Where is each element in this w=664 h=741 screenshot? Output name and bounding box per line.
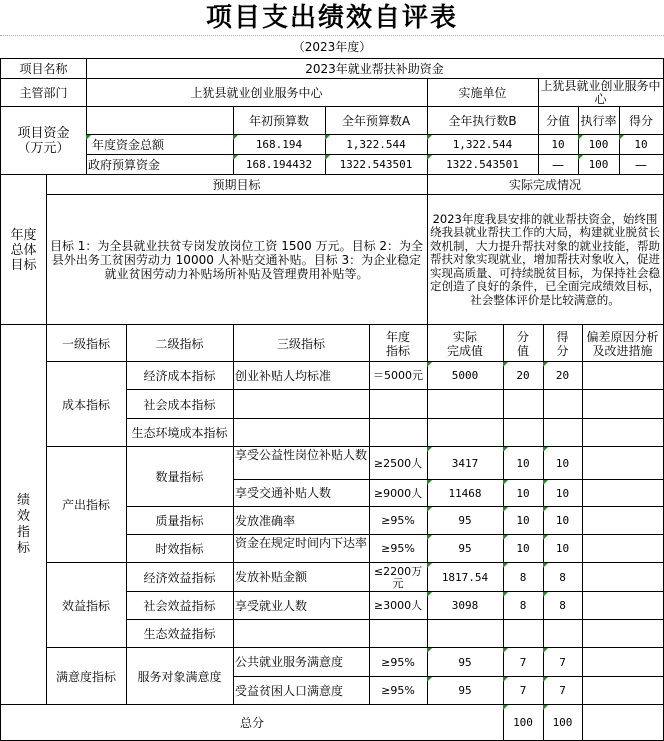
level3-indicator: 享受就业人数 — [233, 591, 370, 620]
annual-target: ≥95% — [369, 647, 428, 677]
deviation-analysis — [582, 479, 664, 507]
indicators-section-label: 绩 效 指 标 — [0, 324, 47, 705]
funds-header-score-value: 分值 — [538, 106, 579, 135]
score-value: 10 — [503, 446, 544, 480]
level2-item: 质量指标 — [126, 506, 234, 535]
project-name-value: 2023年就业帮扶补助资金 — [86, 58, 664, 79]
impl-label: 实施单位 — [427, 78, 539, 107]
level2-item: 服务对象满意度 — [126, 647, 234, 705]
level2-item: 社会效益指标 — [126, 591, 234, 620]
goals-label: 年度 总体 目标 — [0, 174, 47, 325]
funds-header-budget: 全年预算数A — [325, 106, 428, 135]
deviation-analysis — [582, 619, 664, 648]
header-score: 得 分 — [543, 324, 583, 362]
actual-value — [427, 389, 504, 419]
actual-value: 3098 — [427, 591, 504, 620]
score-value: 10 — [503, 534, 544, 563]
level2-item: 生态效益指标 — [126, 619, 234, 648]
header-deviation: 偏差原因分析 及改进措施 — [582, 324, 664, 362]
score-value: 7 — [503, 647, 544, 677]
deviation-analysis — [582, 534, 664, 563]
dept-label: 主管部门 — [0, 78, 87, 107]
level3-indicator: 发放补贴金额 — [233, 562, 370, 592]
expected-goal-text: 目标 1：为全县就业扶贫专岗发放岗位工资 1500 万元。目标 2：为全县外出务工贫困劳动力 10000 人补贴交通补贴。目标 3：为企业稳定就业贫困劳动力补贴场所补贴及管理费用补贴等。 — [46, 194, 428, 325]
score — [543, 389, 583, 419]
funds-header-blank — [86, 106, 234, 135]
score-value: 10 — [503, 479, 544, 507]
actual-completion-text: 2023年度我县安排的就业帮扶资金，始终围绕我县就业帮扶工作的大局，构建就业脱贫长效机制，大力提升帮扶对象的就业技能，帮助帮扶对象实现就业，增加帮扶对象收入，促进实现高质量、可持续脱贫目标，为保持社会稳定创造了良好的条件，已全面完成绩效目标，社会整体评价是比较满意的。 — [427, 194, 664, 325]
annual-target: ≥3000人 — [369, 591, 428, 620]
actual-value — [427, 619, 504, 648]
score: 8 — [543, 591, 583, 620]
level3-indicator — [233, 418, 370, 447]
funds-row-budget: 1322.543501 — [325, 154, 428, 175]
score: 20 — [543, 361, 583, 390]
score: 10 — [543, 479, 583, 507]
actual-value: 95 — [427, 647, 504, 677]
level3-indicator — [233, 389, 370, 419]
score: 8 — [543, 562, 583, 592]
annual-target: ≥95% — [369, 506, 428, 535]
score-value — [503, 389, 544, 419]
funds-row-executed: 1322.543501 — [427, 154, 539, 175]
level2-item: 社会成本指标 — [126, 389, 234, 419]
level3-indicator: 资金在规定时间内下达率 — [233, 534, 370, 563]
annual-target: ≥2500人 — [369, 446, 428, 480]
score: 7 — [543, 647, 583, 677]
level1-satisfaction: 满意度指标 — [46, 647, 127, 705]
funds-row-rate: 100 — [578, 134, 620, 155]
funds-row-budget: 1,322.544 — [325, 134, 428, 155]
score: 10 — [543, 446, 583, 480]
deviation-analysis — [582, 562, 664, 592]
level2-item: 经济效益指标 — [126, 562, 234, 592]
total-score: 100 — [543, 704, 583, 741]
funds-row-name: 政府预算资金 — [86, 154, 234, 175]
score: 7 — [543, 676, 583, 705]
actual-value: 95 — [427, 676, 504, 705]
funds-row-initial: 168.194432 — [233, 154, 326, 175]
level3-indicator: 享受交通补贴人数 — [233, 479, 370, 507]
year-subtitle: （2023年度） — [292, 40, 372, 54]
deviation-analysis — [582, 647, 664, 677]
funds-header-rate: 执行率 — [578, 106, 620, 135]
actual-value — [427, 418, 504, 447]
level3-indicator: 受益贫困人口满意度 — [233, 676, 370, 705]
level3-indicator — [233, 619, 370, 648]
score — [543, 619, 583, 648]
impl-value: 上犹县就业创业服务中心 — [538, 78, 664, 107]
funds-header-executed: 全年执行数B — [427, 106, 539, 135]
level1-cost: 成本指标 — [46, 361, 127, 447]
score-value: 20 — [503, 361, 544, 390]
level3-indicator: 发放准确率 — [233, 506, 370, 535]
funds-header-initial: 年初预算数 — [233, 106, 326, 135]
total-deviation — [582, 704, 664, 741]
actual-value: 11468 — [427, 479, 504, 507]
deviation-analysis — [582, 676, 664, 705]
level1-output: 产出指标 — [46, 446, 127, 563]
deviation-analysis — [582, 418, 664, 447]
funds-row-rate: 100 — [578, 154, 620, 175]
dept-value: 上犹县就业创业服务中心 — [86, 78, 428, 107]
score: 10 — [543, 506, 583, 535]
header-level2: 二级指标 — [126, 324, 234, 362]
funds-row-score-value: 10 — [538, 134, 579, 155]
header-actual: 实际 完成值 — [427, 324, 504, 362]
level3-indicator: 公共就业服务满意度 — [233, 647, 370, 677]
total-label: 总分 — [0, 704, 504, 741]
funds-row-score: — — [619, 154, 664, 175]
deviation-analysis — [582, 361, 664, 390]
project-name-label: 项目名称 — [0, 58, 87, 79]
actual-value: 5000 — [427, 361, 504, 390]
annual-target — [369, 619, 428, 648]
score-value: 8 — [503, 562, 544, 592]
funds-row-executed: 1,322.544 — [427, 134, 539, 155]
header-target: 年度 指标 — [369, 324, 428, 362]
header-score-value: 分 值 — [503, 324, 544, 362]
actual-value: 1817.54 — [427, 562, 504, 592]
total-value: 100 — [503, 704, 544, 741]
level2-item: 生态环境成本指标 — [126, 418, 234, 447]
score-value — [503, 418, 544, 447]
header-level1: 一级指标 — [46, 324, 127, 362]
score: 10 — [543, 534, 583, 563]
actual-value: 3417 — [427, 446, 504, 480]
annual-target — [369, 418, 428, 447]
funds-row-score: 10 — [619, 134, 664, 155]
funds-row-score-value: — — [538, 154, 579, 175]
annual-target: ≥95% — [369, 676, 428, 705]
level3-indicator: 创业补贴人均标准 — [233, 361, 370, 390]
score-value: 8 — [503, 591, 544, 620]
annual-target: ≥95% — [369, 534, 428, 563]
actual-value: 95 — [427, 534, 504, 563]
score — [543, 418, 583, 447]
funds-row-initial: 168.194 — [233, 134, 326, 155]
expected-goal-header: 预期目标 — [46, 174, 428, 195]
funds-header-score: 得分 — [619, 106, 664, 135]
annual-target: ＝5000元 — [369, 361, 428, 390]
score-value: 7 — [503, 676, 544, 705]
page-title: 项目支出绩效自评表 — [0, 0, 664, 36]
deviation-analysis — [582, 591, 664, 620]
annual-target: ≥9000人 — [369, 479, 428, 507]
actual-completion-header: 实际完成情况 — [427, 174, 664, 195]
score-value — [503, 619, 544, 648]
level2-item: 数量指标 — [126, 446, 234, 507]
funds-row-name: 年度资金总额 — [86, 134, 234, 155]
annual-target: ≤2200万元 — [369, 562, 428, 592]
deviation-analysis — [582, 389, 664, 419]
deviation-analysis — [582, 506, 664, 535]
level2-item: 经济成本指标 — [126, 361, 234, 390]
funds-label: 项目资金 （万元） — [0, 106, 87, 175]
score-value: 10 — [503, 506, 544, 535]
deviation-analysis — [582, 446, 664, 480]
header-level3: 三级指标 — [233, 324, 370, 362]
level3-indicator: 享受公益性岗位补贴人数 — [233, 446, 370, 480]
actual-value: 95 — [427, 506, 504, 535]
level1-benefit: 效益指标 — [46, 562, 127, 648]
level2-item: 时效指标 — [126, 534, 234, 563]
annual-target — [369, 389, 428, 419]
